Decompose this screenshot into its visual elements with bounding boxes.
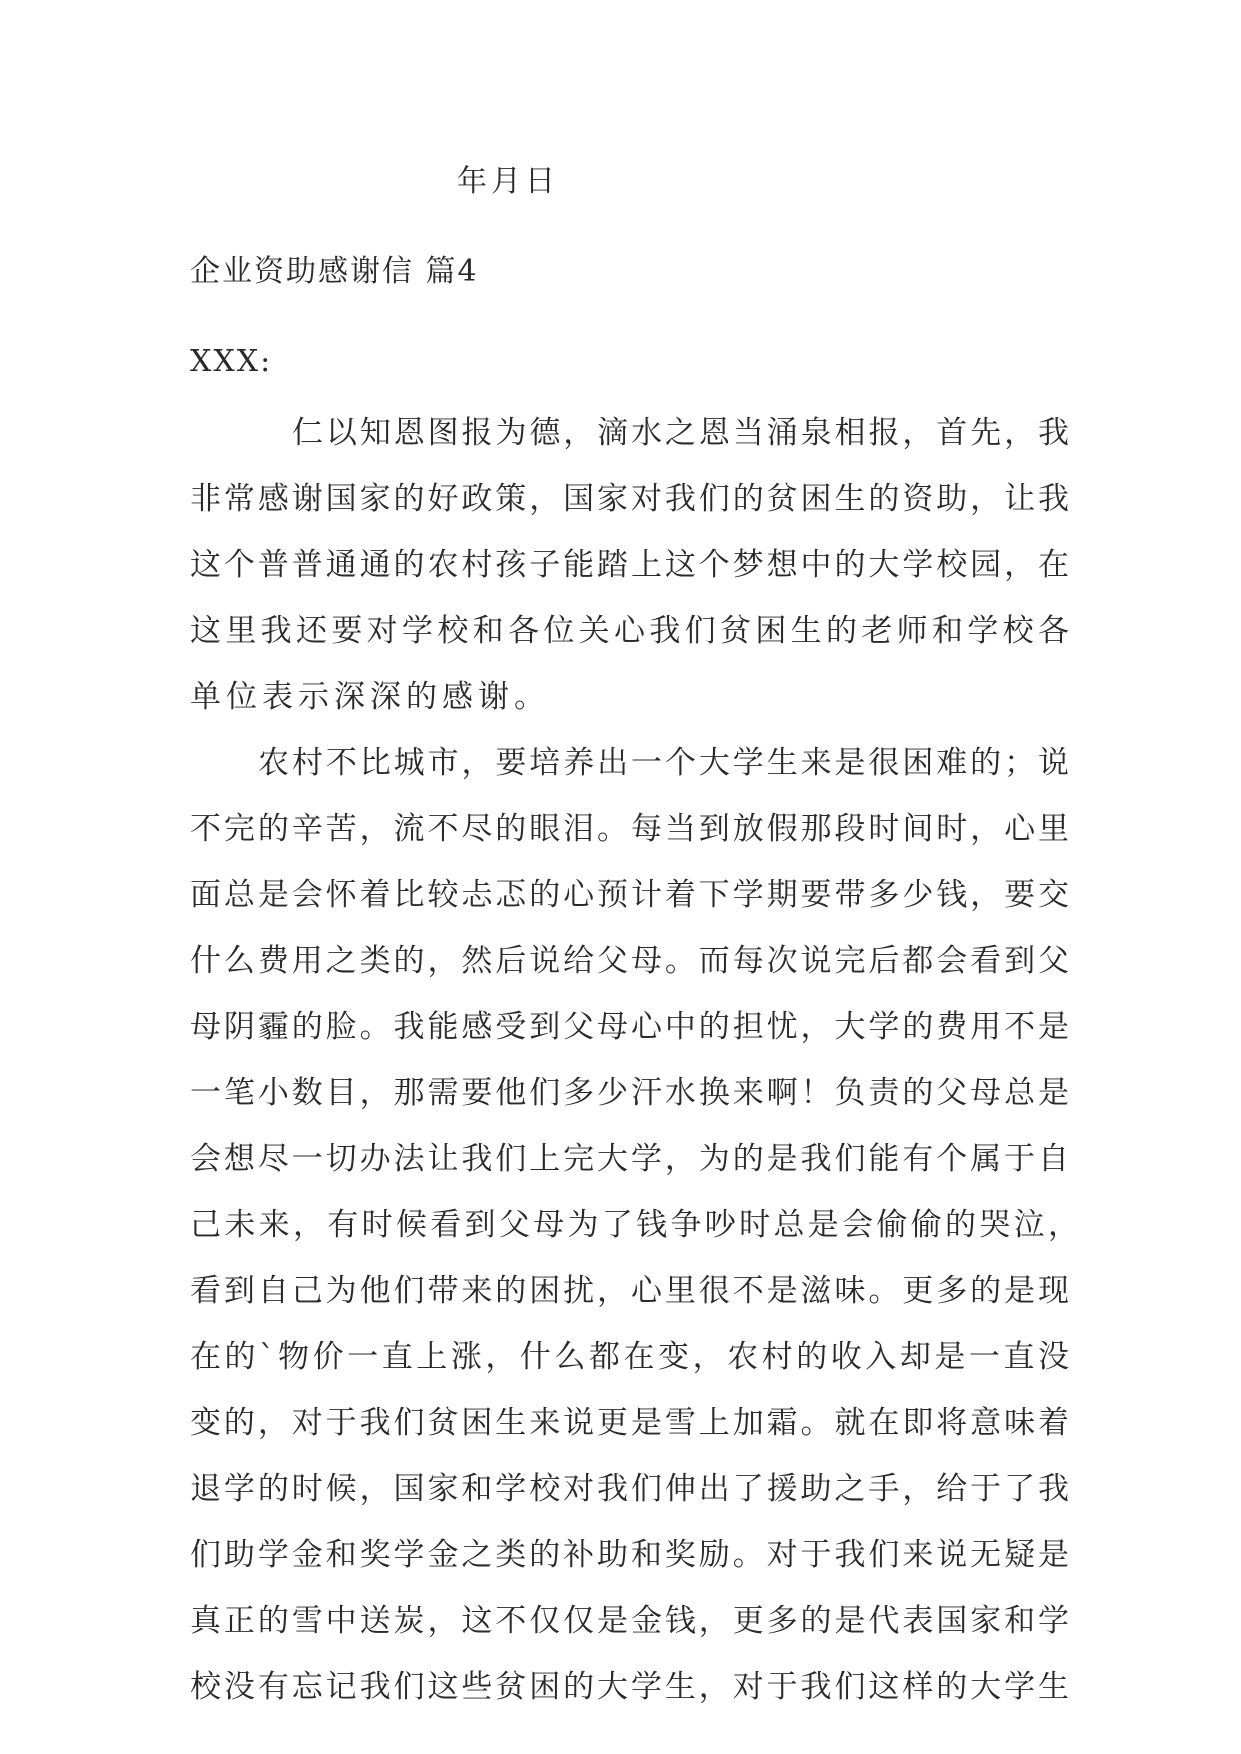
text-line: 仁以知恩图报为德，滴水之恩当涌泉相报，首先，我 [292, 415, 1070, 451]
date-line: 年月日 [457, 164, 559, 199]
text-line: 会想尽一切办法让我们上完大学，为的是我们能有个属于自 [190, 1141, 1070, 1177]
letter-heading: 企业资助感谢信 篇4 [190, 254, 479, 289]
text-line: 这里我还要对学校和各位关心我们贫困生的老师和学校各 [190, 613, 1070, 649]
text-line: 己未来，有时候看到父母为了钱争吵时总是会偷偷的哭泣， [190, 1207, 1080, 1243]
text-line: 不完的辛苦，流不尽的眼泪。每当到放假那段时间时，心里 [190, 811, 1070, 847]
letter-body [190, 400, 1080, 1720]
text-line: 面总是会怀着比较忐忑的心预计着下学期要带多少钱，要交 [190, 877, 1070, 913]
text-line: 看到自己为他们带来的困扰，心里很不是滋味。更多的是现 [190, 1273, 1070, 1309]
salutation: XXX: [190, 344, 273, 379]
text-line: 变的，对于我们贫困生来说更是雪上加霜。就在即将意味着 [190, 1405, 1070, 1441]
text-line: 什么费用之类的，然后说给父母。而每次说完后都会看到父 [190, 943, 1070, 979]
text-line: 校没有忘记我们这些贫困的大学生，对于我们这样的大学生 [190, 1669, 1070, 1705]
paragraph-2 [190, 730, 1080, 1720]
text-line: 退学的时候，国家和学校对我们伸出了援助之手，给于了我 [190, 1471, 1070, 1507]
text-line: 在的`物价一直上涨，什么都在变，农村的收入却是一直没 [190, 1339, 1070, 1375]
text-line: 们助学金和奖学金之类的补助和奖励。对于我们来说无疑是 [190, 1537, 1070, 1573]
text-line: 农村不比城市，要培养出一个大学生来是很困难的；说 [258, 745, 1070, 781]
text-line: 母阴霾的脸。我能感受到父母心中的担忧，大学的费用不是 [190, 1009, 1070, 1045]
text-line: 真正的雪中送炭，这不仅仅是金钱，更多的是代表国家和学 [190, 1603, 1070, 1639]
text-line: 单位表示深深的感谢。 [190, 679, 550, 715]
text-line: 这个普普通通的农村孩子能踏上这个梦想中的大学校园，在 [190, 547, 1070, 583]
text-line: 一笔小数目，那需要他们多少汗水换来啊！负责的父母总是 [190, 1075, 1070, 1111]
paragraph-1 [190, 400, 1070, 730]
text-line: 非常感谢国家的好政策，国家对我们的贫困生的资助，让我 [190, 481, 1070, 517]
